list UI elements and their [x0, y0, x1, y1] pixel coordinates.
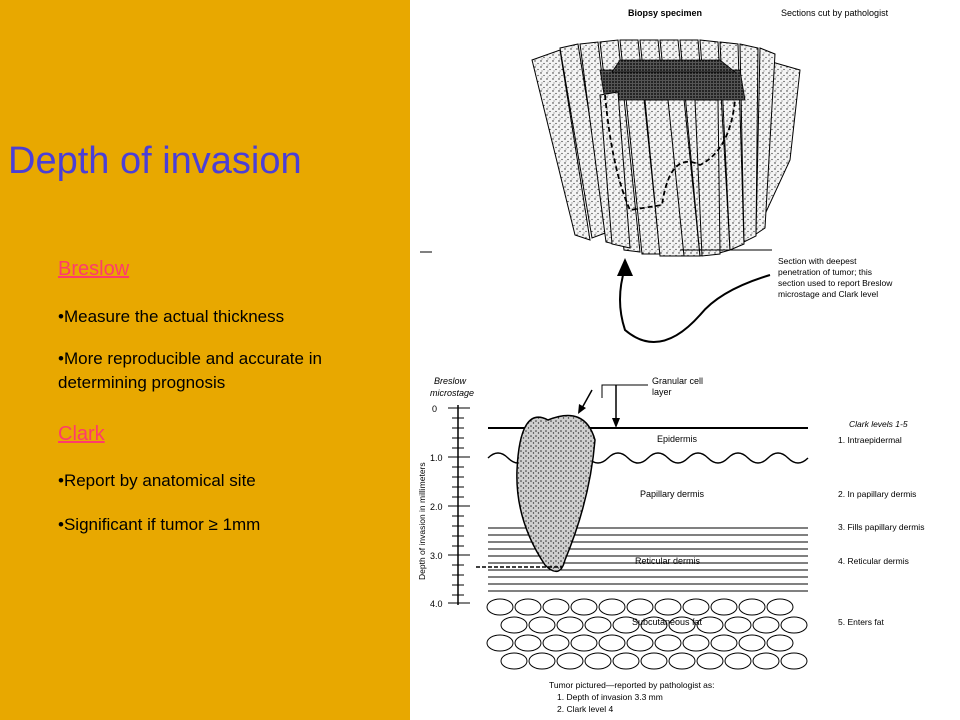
biopsy-specimen-label: Biopsy specimen — [628, 8, 703, 18]
report-line-1: Tumor pictured—reported by pathologist as: — [549, 680, 715, 690]
ruler-ticks — [448, 408, 470, 603]
deepest-note-line-3: section used to report Breslow — [778, 278, 893, 288]
clark-level-3: 3. Fills papillary dermis — [838, 522, 925, 532]
layer-reticular: Reticular dermis — [635, 556, 701, 566]
tick-1: 1.0 — [430, 453, 443, 463]
granular-label-2: layer — [652, 387, 672, 397]
curved-arrow-head — [617, 258, 633, 276]
clark-level-1: 1. Intraepidermal — [838, 435, 902, 445]
breslow-label-2: microstage — [430, 388, 475, 398]
tumor-shape — [517, 416, 595, 572]
clark-bullet-2: •Significant if tumor ≥ 1mm — [58, 515, 261, 534]
deepest-note-line-2: penetration of tumor; this — [778, 267, 873, 277]
granular-arrow-1-shaft — [582, 390, 592, 408]
specimen-dark-tumor — [600, 60, 745, 100]
breslow-heading: Breslow — [58, 258, 130, 280]
clark-level-2: 2. In papillary dermis — [838, 489, 917, 499]
biopsy-specimen-illustration — [420, 8, 893, 342]
layer-papillary: Papillary dermis — [640, 489, 705, 499]
slide-title: Depth of invasion — [8, 140, 302, 182]
left-panel — [0, 0, 410, 720]
melanoma-diagram — [410, 0, 960, 720]
granular-arrow-1-head — [578, 404, 586, 414]
skin-cross-section — [417, 376, 924, 714]
breslow-bullet-1: •Measure the actual thickness — [58, 307, 285, 326]
tick-4: 4.0 — [430, 599, 443, 609]
sections-label: Sections cut by pathologist — [781, 8, 889, 18]
clark-level-5: 5. Enters fat — [838, 617, 884, 627]
tick-0: 0 — [432, 404, 438, 414]
clark-levels-title: Clark levels 1-5 — [849, 419, 908, 429]
fat-cells — [487, 599, 807, 669]
report-line-3: 2. Clark level 4 — [557, 704, 614, 714]
layer-subcutaneous: Subcutaneous fat — [632, 617, 703, 627]
granular-label-1: Granular cell — [652, 376, 704, 386]
breslow-label-1: Breslow — [434, 376, 467, 386]
y-axis-label: Depth of invasion in millimeters — [417, 462, 427, 580]
deepest-note-line-1: Section with deepest — [778, 256, 857, 266]
granular-bracket — [602, 385, 648, 398]
tick-3: 3.0 — [430, 551, 443, 561]
tick-2: 2.0 — [430, 502, 443, 512]
curved-arrow — [620, 268, 770, 342]
deepest-note-line-4: microstage and Clark level — [778, 289, 879, 299]
clark-heading: Clark — [58, 423, 105, 445]
clark-level-4: 4. Reticular dermis — [838, 556, 909, 566]
breslow-bullet-2: •More reproducible and accurate in determining prognosis — [58, 349, 322, 392]
report-line-2: 1. Depth of invasion 3.3 mm — [557, 692, 663, 702]
layer-epidermis: Epidermis — [657, 434, 698, 444]
granular-arrow-2-head — [612, 418, 620, 428]
clark-bullet-1: •Report by anatomical site — [58, 471, 256, 490]
